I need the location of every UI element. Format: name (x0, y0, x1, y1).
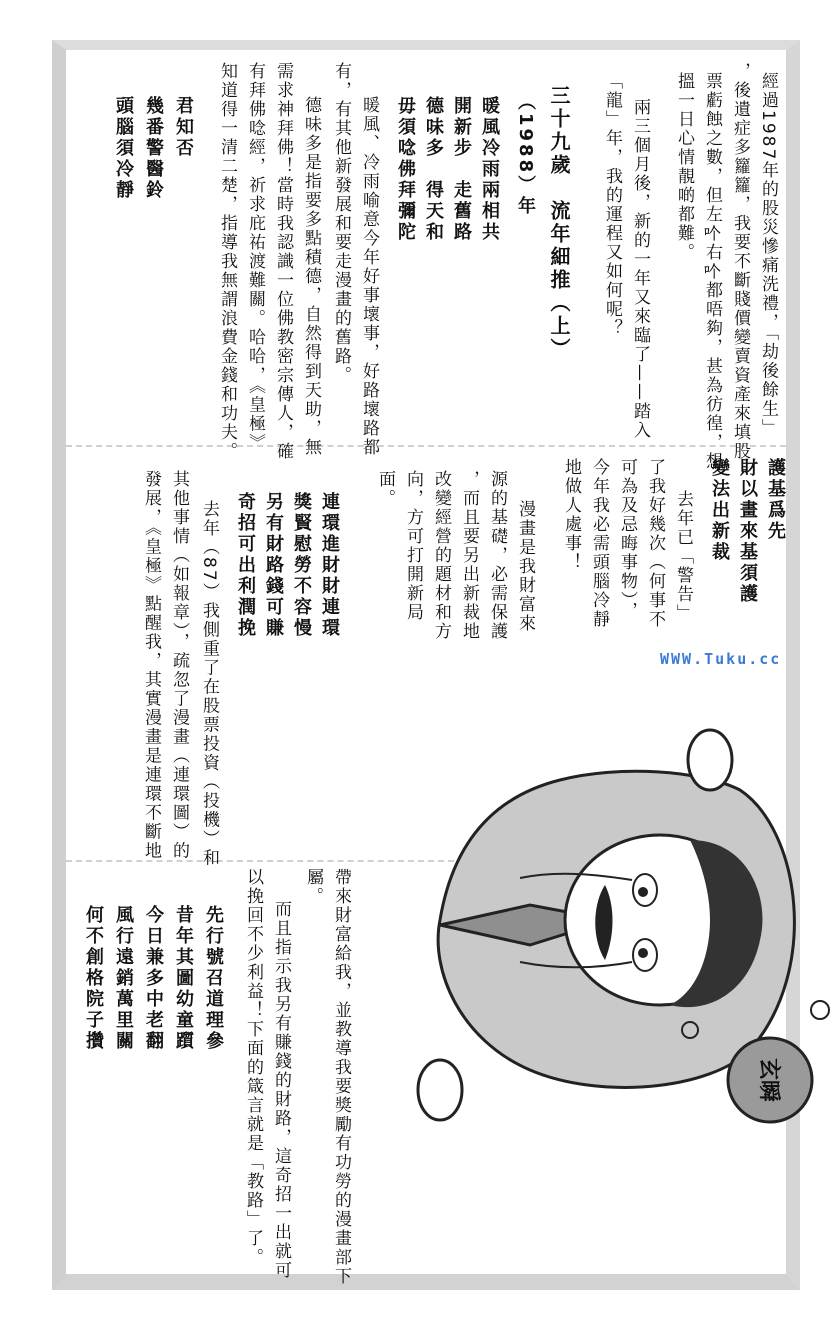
paragraph-line: 知道得一清二楚，指導我無謂浪費金錢和功夫。 (217, 62, 237, 461)
verse-line: 連環進財財連環 (319, 492, 340, 639)
verse-line: 毋須唸佛拜彌陀 (395, 96, 416, 243)
paragraph-line: 有拜佛唸經，祈求庇祐渡難關。哈哈，《皇極》 (245, 62, 265, 453)
watermark-text: WWW.Tuku.cc (660, 650, 782, 668)
right-pupil (638, 948, 648, 958)
paragraph-line: 兩三個月後，新的一年又來臨了——踏入 (630, 98, 650, 440)
paragraph-line: 去年已「警告」 (673, 490, 693, 623)
verse-line: 今日兼多中老翻 (143, 905, 164, 1052)
left-hand (688, 730, 732, 790)
section-year: （1988）年 (515, 92, 536, 218)
page-divider (66, 445, 786, 447)
ball-lettering: 玄𣊬 (756, 1057, 781, 1103)
droplet (811, 1001, 829, 1019)
section-heading: 三十九歲 流年細推（上） (547, 85, 571, 361)
paragraph-line: 暖風、冷雨喻意今年好事壞事，好路壞路都 (359, 96, 379, 457)
verse-line: 風行遠銷萬里關 (113, 905, 134, 1052)
verse-line: 昔年其圖幼童躓 (173, 905, 194, 1052)
verse-line: 財以畫來基須護 (737, 458, 758, 605)
paragraph-line: 屬。 (303, 868, 323, 906)
paragraph-line: 可為及忌晦事物）， (617, 458, 637, 621)
paragraph-line: 今年我必需頭腦冷靜 (589, 458, 609, 629)
paragraph-line: 向，方可打開新局 (403, 470, 423, 622)
paragraph-line: 源的基礎，必需保護 (487, 470, 507, 641)
verse-line: 開新步 走舊路 (451, 96, 472, 243)
paragraph-line: 以挽回不少利益！下面的箴言就是「教路」了。 (243, 868, 263, 1267)
paragraph-line: 漫畫是我財富來 (515, 500, 535, 633)
paragraph-line: 「龍」年，我的運程又如何呢？ (602, 72, 622, 338)
verse-line: 德味多 得天和 (423, 96, 444, 243)
paragraph-line: ，後遺症多籮籮，我要不斷賤價變賣資產來填股 (730, 62, 750, 461)
paragraph-line: 改變經營的題材和方 (431, 470, 451, 641)
paragraph-line: 帶來財富給我，並教導我要獎勵有功勞的漫畫部下 (331, 868, 351, 1286)
verse-line: 幾番警醫鈴 (143, 96, 164, 201)
paragraph-line: ，而且要另出新裁地 (459, 470, 479, 641)
paragraph-line: 面。 (375, 470, 395, 508)
paragraph-line: 經過1987年的股災慘痛洗禮，「劫後餘生」 (758, 72, 778, 438)
paragraph-line: 有，有其他新發展和要走漫畫的舊路。 (331, 62, 351, 385)
paragraph-line: 發展，《皇極》點醒我，其實漫畫是連環不斷地 (141, 470, 161, 861)
crying-man-illustration (330, 640, 830, 1200)
verse-line: 奇招可出利潤挽 (235, 492, 256, 639)
paragraph-line: 票虧蝕之數，但左𠮶右𠮶都唔夠，甚為彷徨，想 (702, 72, 722, 471)
paragraph-line: 德味多是指要多點積德，自然得到天助，無 (301, 96, 321, 457)
paragraph-line: 而且指示我另有賺錢的財路，這奇招一出就可 (271, 900, 291, 1280)
paragraph-line: 搵一日心情靚啲都難。 (674, 72, 694, 262)
verse-line: 護基爲先 (765, 458, 786, 542)
left-pupil (638, 887, 648, 897)
right-hand (418, 1060, 462, 1120)
paragraph-line: 了我好幾次（何事不 (645, 458, 665, 629)
paragraph-line: 去年（87）我側重了在股票投資（投機）和 (199, 500, 219, 868)
verse-line: 頭腦須冷靜 (113, 96, 134, 201)
paragraph-line: 其他事情（如報章），疏忽了漫畫（連環圖）的 (169, 470, 189, 861)
verse-line: 君知否 (173, 96, 194, 159)
verse-line: 何不創格院子攢 (83, 905, 104, 1052)
verse-line: 另有財路錢可賺 (263, 492, 284, 639)
verse-line: 獎賢慰勞不容慢 (291, 492, 312, 639)
verse-line: 先行號召道理參 (203, 905, 224, 1052)
verse-line: 暖風冷雨兩相共 (479, 96, 500, 243)
paragraph-line: 地做人處事！ (561, 458, 581, 572)
verse-line: 變法出新裁 (709, 458, 730, 563)
paragraph-line: 需求神拜佛！當時我認識一位佛教密宗傳人，確 (273, 62, 293, 461)
